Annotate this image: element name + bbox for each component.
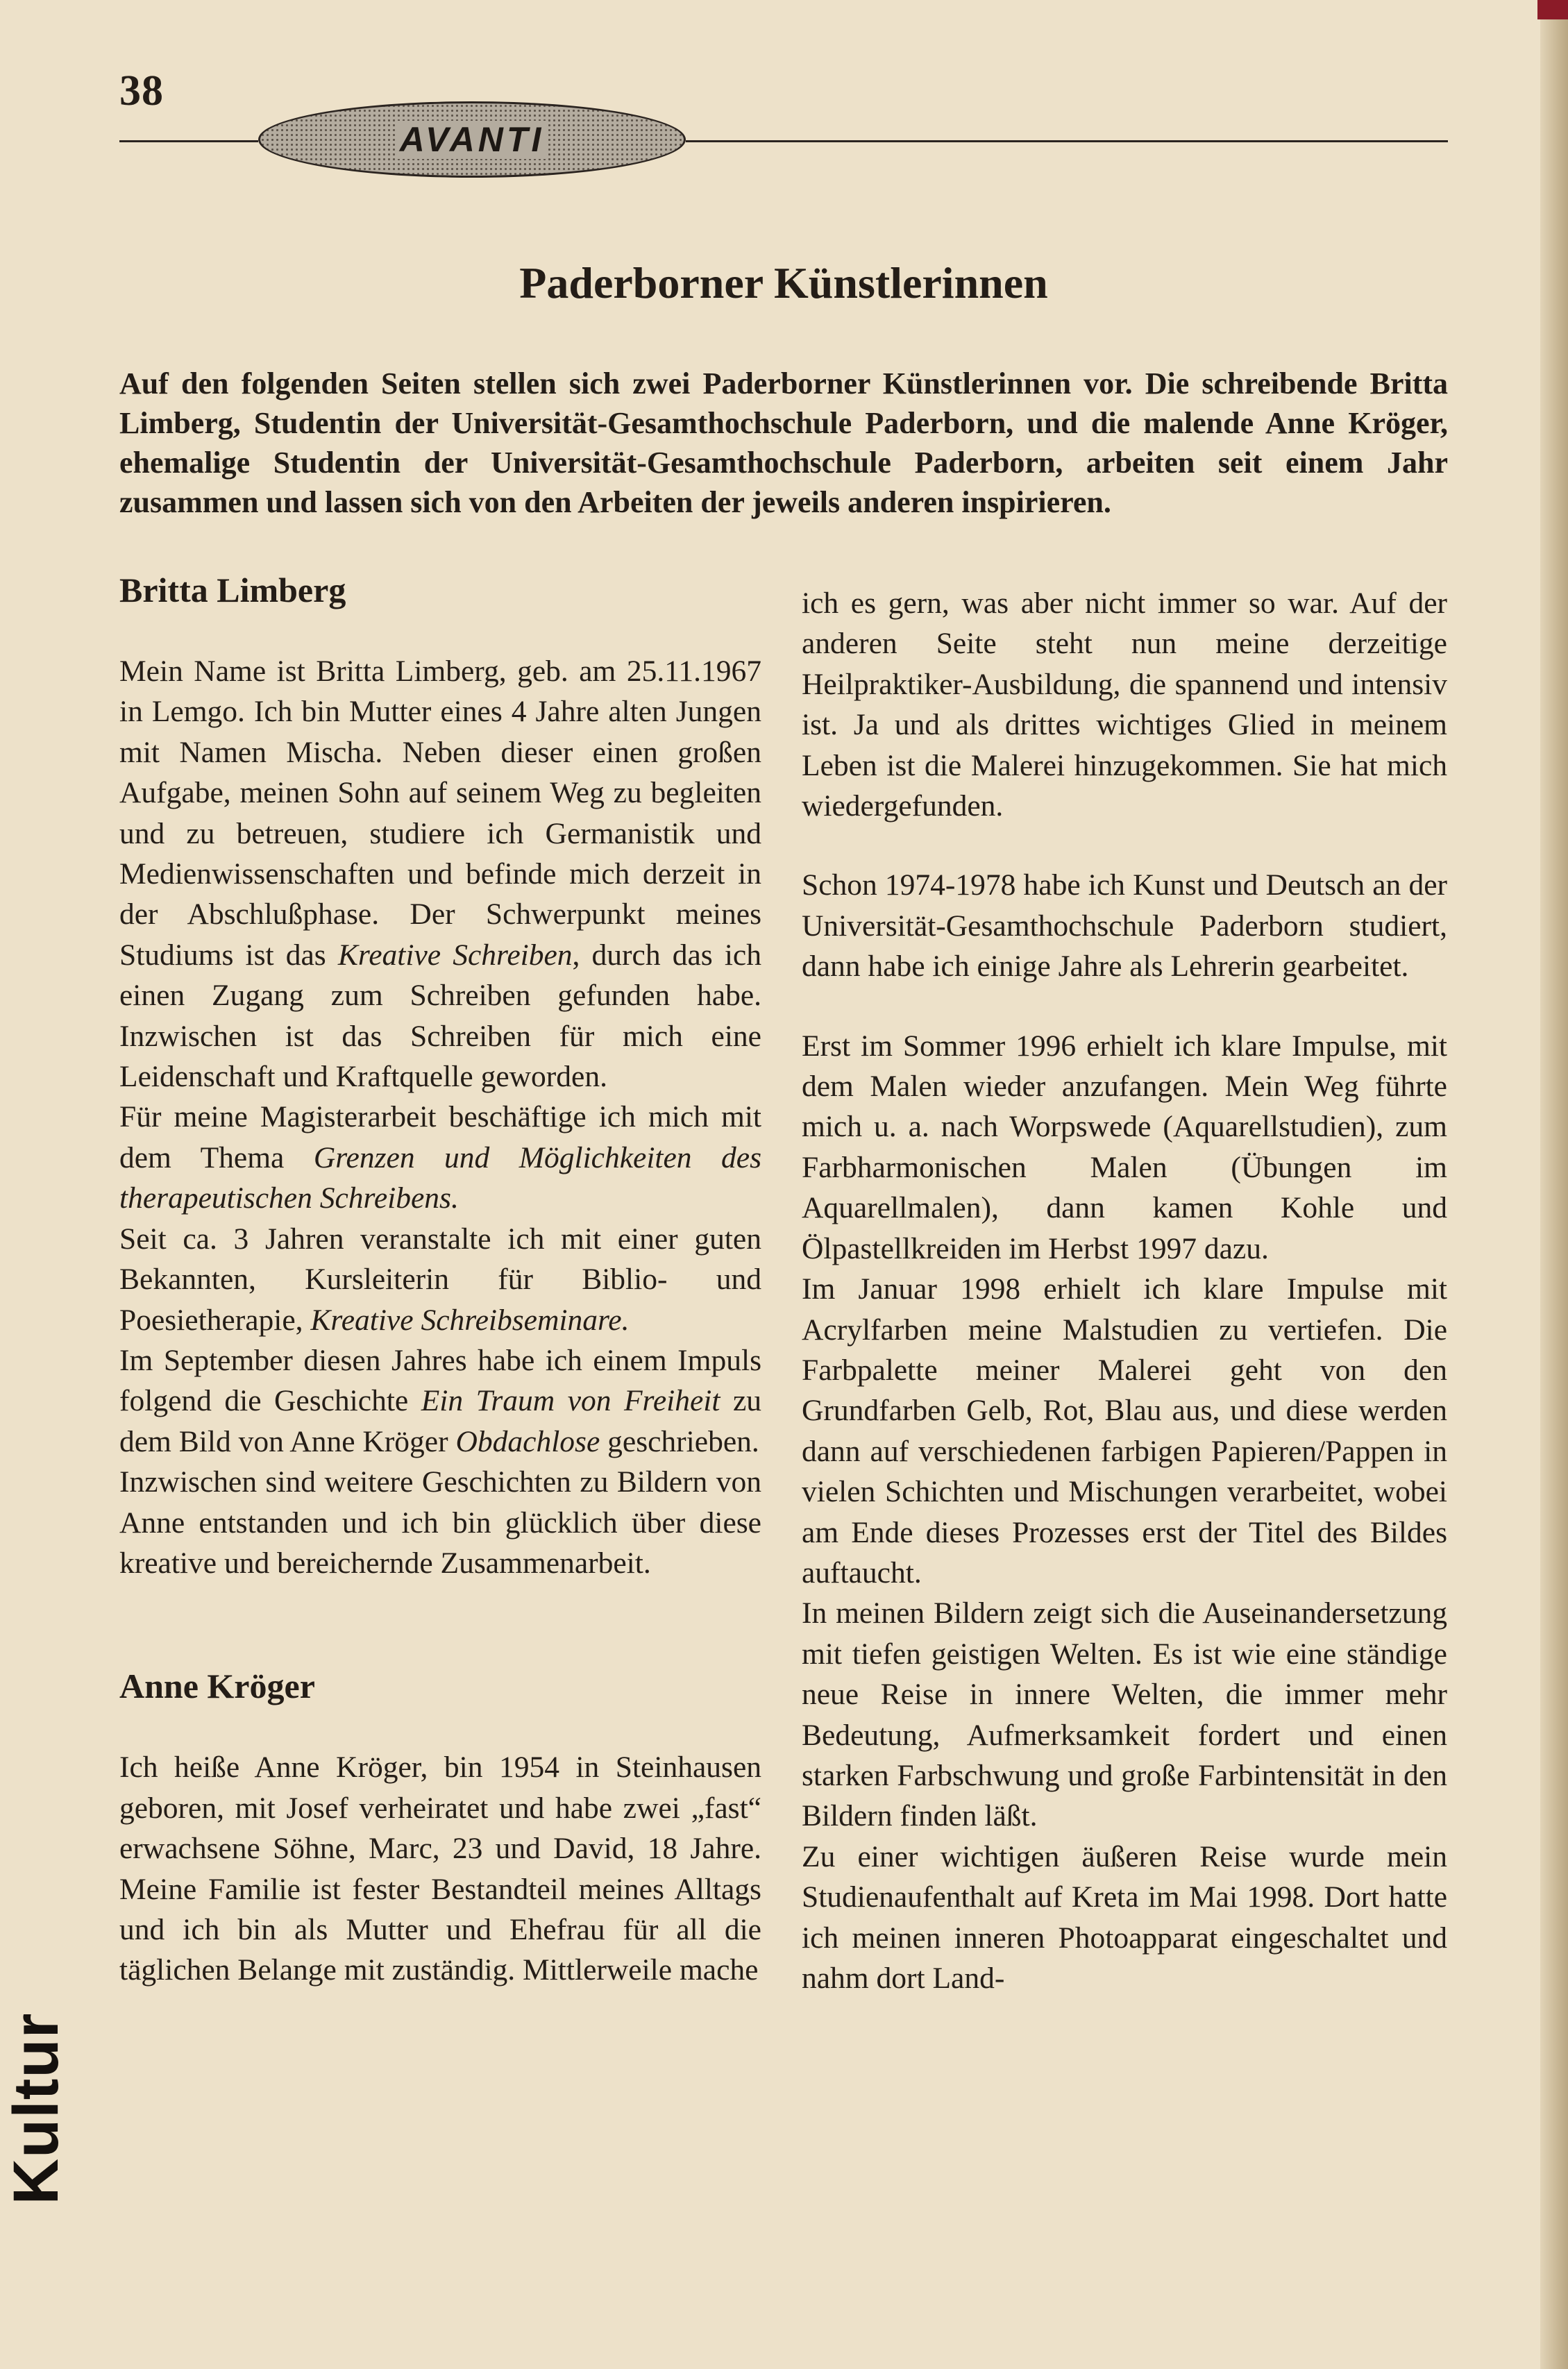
paragraph: Erst im Sommer 1996 erhielt ich klare Impulse, mit dem Malen wieder anzufangen. Mein Weg führte mich u. a. nach Worpswede (Aquarellstudien), zum Farbharmonischen Malen (Übungen im Aquarellmalen), dann kamen Kohle und Ölpastellkreiden im Herbst 1997 dazu. [802,1029,1447,1265]
page-edge [1540,0,1568,2369]
paragraph: Seit ca. 3 Jahren veranstalte ich mit einer guten Bekannten, Kursleiterin für Biblio- und Poesietherapie, Kreative Schreibseminare. [119,1222,761,1337]
paragraph: Inzwischen sind weitere Geschichten zu Bildern von Anne entstanden und ich bin glücklich über diese kreative und bereichernde Zusammenarbeit. [119,1465,761,1580]
paragraph: Für meine Magisterarbeit beschäftige ich mich mit dem Thema Grenzen und Möglichkeiten des therapeutischen Schreibens. [119,1100,761,1215]
paragraph: Mein Name ist Britta Limberg, geb. am 25.11.1967 in Lemgo. Ich bin Mutter eines 4 Jahre alten Jungen mit Namen Mischa. Neben dieser einen großen Aufgabe, meinen Sohn auf seinem Weg zu begleiten und zu betreuen, studiere ich Germanistik und Medienwissenschaften und befinde mich derzeit in der Abschlußphase. Der Schwerpunkt meines Studiums ist das Kreative Schreiben, durch das ich einen Zugang zum Schreiben gefunden habe. Inzwischen ist das Schreiben für mich eine Leidenschaft und Kraftquelle geworden. [119,655,761,1094]
page-number: 38 [119,67,164,115]
paragraph: Schon 1974-1978 habe ich Kunst und Deutsch an der Universität-Gesamthochschule Paderborn studiert, dann habe ich einige Jahre als Lehrerin gearbeitet. [802,868,1447,984]
paragraph: Ich heiße Anne Kröger, bin 1954 in Steinhausen geboren, mit Josef verheiratet und habe zwei „fast“ erwachsene Söhne, Marc, 23 und David, 18 Jahre. Meine Familie ist fester Bestandteil meines Alltags und ich bin als Mutter und Ehefrau für all die täglichen Belange mit zuständig. Mittlerweile mache [119,1751,761,1987]
article-title: Paderborner Künstlerinnen [519,258,1048,307]
right-column [802,583,1447,1998]
paragraph: Im September diesen Jahres habe ich einem Impuls folgend die Geschichte Ein Traum von Freiheit zu dem Bild von Anne Kröger Obdachlose geschrieben. [119,1343,762,1458]
page-edge-marker [1537,0,1568,19]
section-tab-kultur: Kultur [1,2012,71,2205]
paragraph: Im Januar 1998 erhielt ich klare Impulse mit Acrylfarben meine Malstudien zu vertiefen. Die Farbpalette meiner Malerei geht von den Grundfarben Gelb, Rot, Blau aus, und diese werden dann auf verschiedenen farbigen Papieren/Pappen in vielen Schichten und Mischungen verarbeitet, wobei am Ende dieses Prozesses erst der Titel des Bildes auftaucht. [802,1272,1447,1590]
header-rule [686,140,1448,142]
section-heading-anne: Anne Kröger [119,1667,315,1706]
article-intro: Auf den folgenden Seiten stellen sich zwei Paderborner Künstlerinnen vor. Die schreibende Britta Limberg, Studentin der Universität-Gesamthochschule Paderborn, und die malende Anne Kröger, ehemalige Studentin der Universität-Gesamthochschule Paderborn, arbeiten seit einem Jahr zusammen und lassen sich von den Arbeiten der jeweils anderen inspirieren. [119,366,1448,519]
section-heading-britta: Britta Limberg [119,571,346,609]
magazine-badge-label: AVANTI [396,121,549,159]
left-column [119,569,761,1991]
paragraph: ich es gern, was aber nicht immer so war. Auf der anderen Seite steht nun meine derzeitige Heilpraktiker-Ausbildung, die spannend und intensiv ist. Ja und als drittes wichtiges Glied in meinem Leben ist die Malerei hinzugekommen. Sie hat mich wiedergefunden. [802,587,1447,823]
header-rule [119,140,258,142]
paragraph: In meinen Bildern zeigt sich die Auseinandersetzung mit tiefen geistigen Welten. Es ist wie eine ständige neue Reise in innere Welten, die immer mehr Bedeutung, Aufmerksamkeit fordert und einen starken Farbschwung und große Farbintensität in den Bildern finden läßt. [802,1596,1447,1833]
magazine-badge [258,101,686,178]
paragraph: Zu einer wichtigen äußeren Reise wurde mein Studienaufenthalt auf Kreta im Mai 1998. Dort hatte ich meinen inneren Photoapparat eingeschaltet und nahm dort Land- [802,1839,1447,1995]
